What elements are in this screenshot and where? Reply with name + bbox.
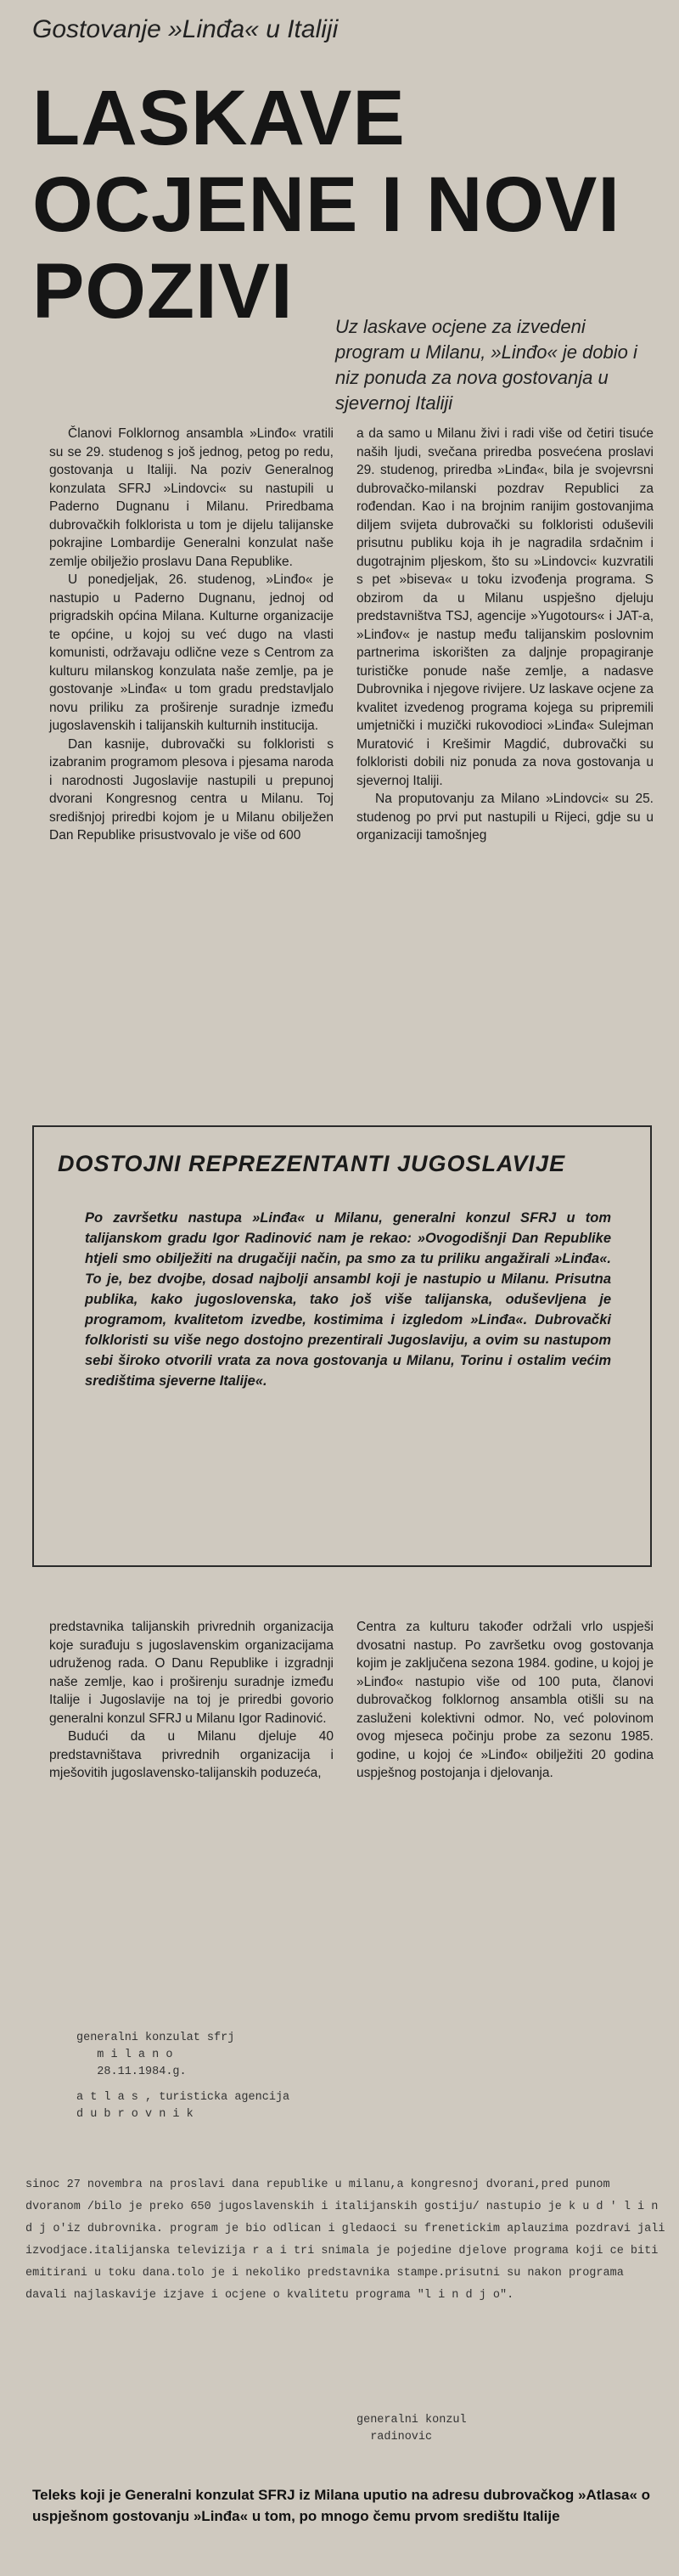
paragraph: a da samo u Milanu živi i radi više od četiri tisuće naših ljudi, svečana priredba posvećena proslavi 29. studenog, priredba »Linđa«, bila je svojevrsni dubrovačko-milanski pozdrav Republici za rođendan. Kao i na brojnim ranijim gostovanjima diljem svijeta dubrovački su folkloristi oduševili prisutnu publiku koja ih je nagradila srdačnim i dugotrajnim pljeskom, što su »Lindovci« kuzvratili s pet »biseva« u toku izvođenja programa. S obzirom da u Milanu uspješno djeluju predstavništva TSJ, agencije »Yugotours« i JAT-a, »Linđov« je nastup među talijanskim poslovnim partnerima iskorišten za daljnje propagiranje turističke ponude naše zemlje, a nadasve Dubrovnika i njegove rivijere. Uz laskave ocjene za kvalitet izvedenog programa kojega su pripremili umjetnički i muzički rukovodioci »Linđa« Sulejman Muratović i Krešimir Magdić, dubrovački su folkloristi dobili niz ponuda za nova gostovanja u sjevernoj Italiji. <box>356 426 654 788</box>
photo-caption: Teleks koji je Generalni konzulat SFRJ iz Milana uputio na adresu dubrovačkog »Atlasa« o uspješnom gostovanju »Linđa« u tom, po mnogo čemu prvom središtu Italije <box>32 2487 651 2524</box>
article-column-1 <box>49 425 334 845</box>
box-title: DOSTOJNI REPREZENTANTI JUGOSLAVIJE <box>58 1151 566 1176</box>
paragraph: Članovi Folklornog ansambla »Linđo« vratili su se 29. studenog s još jednog, petog po redu, gostovanja u Italiji. Na poziv Generalnog konzulata SFRJ »Lindovci« su nastupili u Paderno Dugnanu i Milanu. Priredbama dubrovačkih folklorista u tom je dijelu talijanske pokrajine Lombardije Generalni konzulat naše zemlje obilježio proslavu Dana Republike. <box>49 426 334 569</box>
telex-sender: generalni konzulat sfrj m i l a n o 28.11.1984.g. <box>76 2032 235 2078</box>
headline: LASKAVE OCJENE I NOVI POZIVI <box>32 75 620 335</box>
article-column-3 <box>49 1618 334 1783</box>
article-column-4 <box>356 1618 654 1783</box>
article-column-2 <box>356 425 654 845</box>
paragraph: Na proputovanju za Milano »Lindovci« su 25. studenog po prvi put nastupili u Rijeci, gdje su u organizaciji tamošnjeg <box>356 792 654 843</box>
sidebar-box <box>32 1125 652 1567</box>
telex-signature: generalni konzul radinovic <box>356 2414 467 2444</box>
telex-recipient: a t l a s , turisticka agencija d u b r o v n i k <box>76 2091 290 2121</box>
lead-paragraph: Uz laskave ocjene za izvedeni program u Milanu, »Linđo« je dobio i niz ponuda za nova gostovanja u sjevernoj Italiji <box>335 316 637 414</box>
kicker: Gostovanje »Linđa« u Italiji <box>32 15 339 43</box>
paragraph: Budući da u Milanu djeluje 40 predstavništava privrednih organizacija i mješovitih jugoslavensko-talijanskih poduzeća, <box>49 1729 334 1780</box>
paragraph: Centra za kulturu također održali vrlo uspješi dvosatni nastup. Po završetku ovog gostovanja kojim je zaključena sezona 1984. godine, u kojoj je »Linđo« nastupio više od 100 puta, članovi dubrovačkog folklornog ansambla otišli su na zasluženi kolektivni odmor. No, već polovinom ovog mjeseca počinju probe za sezonu 1985. godine, u kojoj će »Linđo« obilježiti 20 godina uspješnog postojanja i djelovanja. <box>356 1620 654 1780</box>
paragraph: U ponedjeljak, 26. studenog, »Linđo« je nastupio u Paderno Dugnanu, jednoj od prigradskih općina Milana. Kulturne organizacije te općine, u kojoj su već dugo na vlasti komunisti, održavaju odlične veze s Centrom za kulturu milanskog konzulata naše zemlje, pa je gostovanje »Linđa« u tom gradu predstavljalo novu priliku za proširenje suradnje između jugoslavenskih i talijanskih kulturnih institucija. <box>49 572 334 733</box>
telex-body: sinoc 27 novembra na proslavi dana republike u milanu,a kongresnoj dvorani,pred punom dvoranom /bilo je preko 650 jugoslavenskih i italijanskih gostiju/ nastupio je k u d ' l i n d j o'iz dubrovnika. program je bio odlican i gledaoci su frenetickim aplauzima pozdravi jali izvodjace.italijanska televizija r a i tri snimala je pojedine djelove programa koji ce biti emitirani u toku dana.tolo je i nekoliko predstavnika stampe.prisutni su nakon programa davali najlaskavije izjave i ocjene o kvalitetu programa "l i n d j o". <box>25 2179 665 2302</box>
paragraph: Dan kasnije, dubrovački su folkloristi s izabranim programom plesova i pjesama naroda i narodnosti Jugoslavije nastupili u prepunoj dvorani Kongresnog centra u Milanu. Toj središnjoj priredbi kojom je u Milanu obilježen Dan Republike prisustvovalo je više od 600 <box>49 736 334 843</box>
paragraph: predstavnika talijanskih privrednih organizacija koje surađuju s jugoslavenskim organizacijama udruženog rada. O Danu Republike i izgradnji naše zemlje, kao i proširenju suradnje između Italije i Jugoslavije na toj je priredbi govorio generalni konzul SFRJ u Milanu Igor Radinović. <box>49 1620 334 1726</box>
box-body: Po završetku nastupa »Linđa« u Milanu, generalni konzul SFRJ u tom talijanskom gradu Igor Radinović nam je rekao: »Ovogodišnji Dan Republike htjeli smo obilježiti na drugačiji način, pa smo za tu priliku angažirali »Linđa«. To je, bez dvojbe, dosad najbolji ansambl koji je nastupio u Milanu. Prisutna publika, kako jugoslovenska, tako još više talijanska, oduševljena je programom, kvalitetom izvedbe, kostimima i izgledom »Linđa«. Dubrovački folkloristi su više nego dostojno prezentirali Jugoslaviju, a ovim su nastupom sebi široko otvorili vrata za nova gostovanja u Milanu, Torinu i ostalim većim središtima sjeverne Italije«. <box>85 1210 611 1389</box>
